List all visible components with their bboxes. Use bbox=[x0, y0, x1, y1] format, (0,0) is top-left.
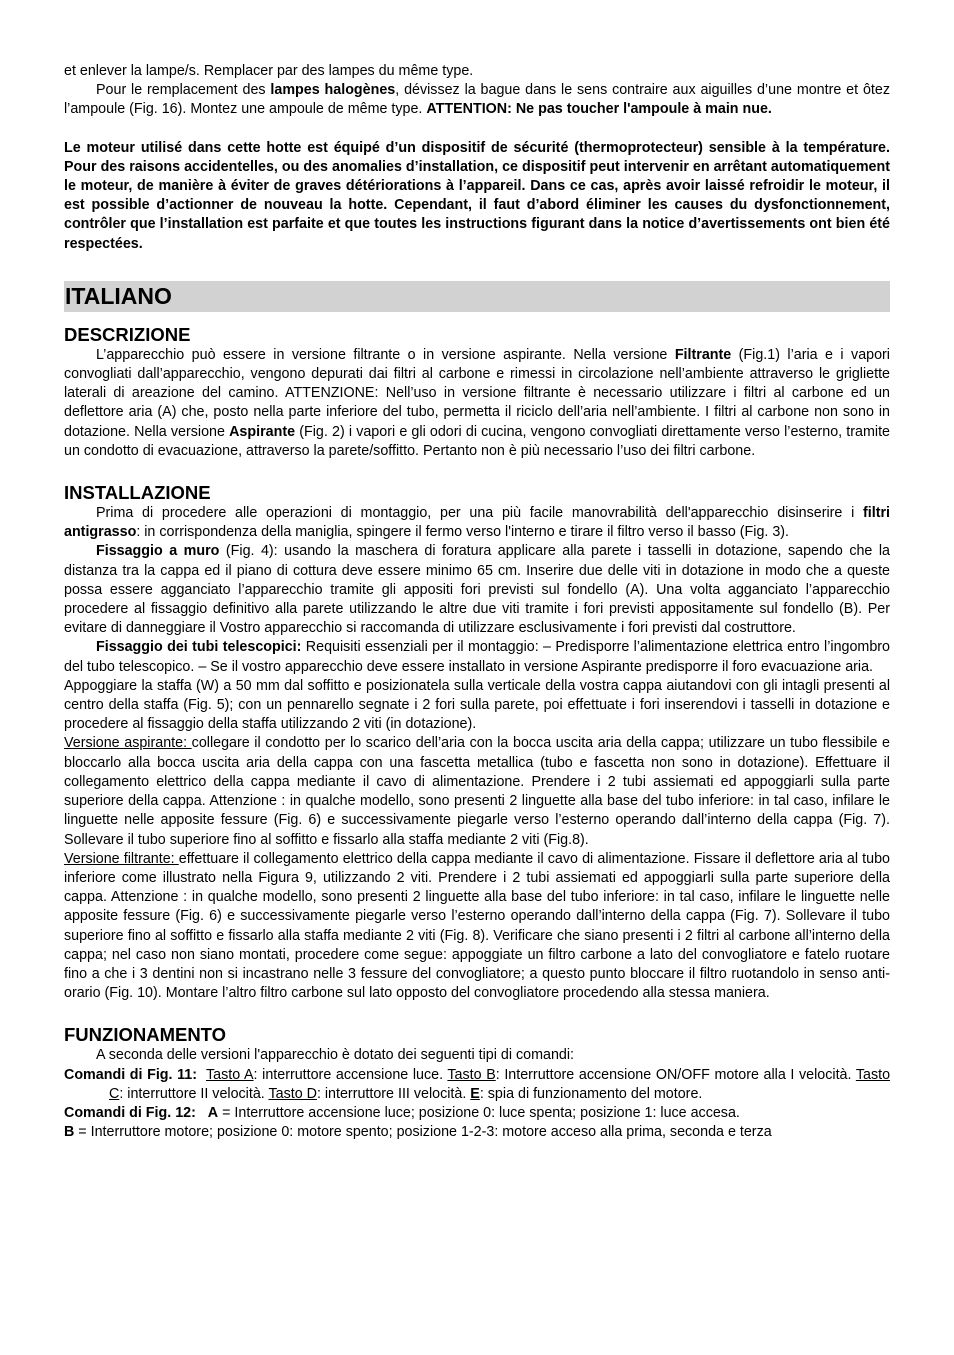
section-heading-descrizione: DESCRIZIONE bbox=[64, 323, 191, 345]
installazione-paragraph-filtrante: Versione filtrante: effettuare il collegamento elettrico della cappa mediante il cavo di alimentazione. Fissare il deflettore aria al tubo inferiore come illustrato nella Figura 9, utilizzando 2 viti. Prendere i 2 tubi assiemati ed appoggiarli sulla parte superiore della cappa. Attenzione : in qualche modello, sono presenti 2 linguette alla base del tubo inferiore: in tal caso, infilare le linguette nelle apposite fessure (Fig. 6) e successivamente piegarle verso l’esterno operando dall’interno della cappa (Fig. 7). Sollevare il tubo superiore fino al soffitto e fissarlo alla staffa mediante 2 viti (Fig. 8). Verificare che siano presenti i 2 filtri al carbone all’interno della cappa; nel caso non siano montati, procedere come segue: appoggiate un filtro carbone a lato del convogliatore e fatelo ruotare fino a che i 3 dentini non si incastrano nelle 3 fessure del convogliatore; a questo punto bloccare il filtro ruotandolo in senso anti-orario (Fig. 10). Montare l’altro filtro carbone sul lato opposto del convogliatore procedendo alla stessa maniera. bbox=[64, 850, 890, 1002]
comandi-fig12: Comandi di Fig. 12: A = Interruttore accensione luce; posizione 0: luce spenta; posizione 1: luce accesa. bbox=[64, 1104, 740, 1121]
language-banner: ITALIANO bbox=[64, 281, 890, 312]
installazione-paragraph-aspirante: Versione aspirante: collegare il condotto per lo scarico dell’aria con la bocca uscita aria della cappa; utilizzare un tubo flessibile e bloccarlo alla bocca uscita aria della cappa con una fascetta metallica (tubo e fascetta non sono in dotazione). Effettuare il collegamento elettrico della cappa mediante il cavo di alimentazione. Prendere i 2 tubi assiemati ed appoggiarli sulla parte superiore della cappa. Attenzione : in qualche modello, sono presenti 2 linguette alla base del tubo inferiore: in tal caso, infilare le linguette nelle apposite fessure (Fig. 6) e successivamente piegarle verso l’esterno operando dall’interno della cappa (Fig. 7). Sollevare il tubo superiore fino al soffitto e fissarlo alla staffa mediante 2 viti (Fig.8). bbox=[64, 735, 890, 848]
installazione-paragraph-2: Fissaggio a muro (Fig. 4): usando la maschera di foratura applicare alla parete i tasselli in dotazione, sapendo che la distanza tra la cappa ed il piano di cottura deve essere minimo 65 cm. Inserire due delle viti in dotazione in modo che a queste possa essere agganciato l’apparecchio tramite gli appositi fori previsti sul fondello (A). Una volta agganciato l’apparecchio procedere al fissaggio definitivo alla parete utilizzando le altre due viti tramite i fori previsti appositamente sul fondello (B). Per evitare di danneggiare il Vostro apparecchio si raccomanda di utilizzare esclusivamente i fori previsti dal costruttore. bbox=[64, 543, 890, 637]
funzionamento-intro: A seconda delle versioni l'apparecchio è dotato dei seguenti tipi di comandi: bbox=[96, 1047, 575, 1064]
document-page bbox=[64, 62, 890, 1142]
fr-halogen-paragraph: Pour le remplacement des lampes halogènes, dévissez la bague dans le sens contraire aux aiguilles d’une montre et ôtez l’ampoule (Fig. 16). Montez une ampoule de même type. ATTENTION: Ne pas toucher l'ampoule à main nue. bbox=[64, 82, 890, 118]
section-heading-installazione: INSTALLAZIONE bbox=[64, 482, 211, 504]
comandi-fig12-b: B = Interruttore motore; posizione 0: motore spento; posizione 1-2-3: motore acceso alla prima, seconda e terza bbox=[64, 1124, 772, 1141]
fr-warning-paragraph: Le moteur utilisé dans cette hotte est équipé d’un dispositif de sécurité (thermoprotecteur) sensible à la température. Pour des raisons accidentelles, ou des anomalies d’installation, ce dispositif peut intervenir en arrêtant automatiquement le moteur, de manière à éviter de graves détériorations à l’appareil. Dans ce cas, après avoir laissé refroidir le moteur, il est possible d’actionner de nouveau la hotte. Cependant, il faut d’abord éliminer les causes du dysfonctionnement, contrôler que l’installation est parfaite et que toutes les instructions figurant dans la notice d’avertissements ont bien été respectées. bbox=[64, 139, 890, 252]
descrizione-paragraph: L’apparecchio può essere in versione filtrante o in versione aspirante. Nella versione Filtrante (Fig.1) l’aria e i vapori convogliati dall’apparecchio, vengono depurati dai filtri al carbone e rimessi in circolazione nell’ambiente attraverso le grigliette laterali di areazione del camino. ATTENZIONE: Nell’uso in versione filtrante è necessario utilizzare i filtri al carbone ed un deflettore aria (A) che, posto nella parte inferiore del tubo, permetta il riciclo dell’aria nell’ambiente. I filtri al carbone non sono in dotazione. Nella versione Aspirante (Fig. 2) i vapori e gli odori di cucina, vengono convogliati direttamente verso l’esterno, tramite un condotto di evacuazione, attraverso la parete/soffitto. Pertanto non è più necessario l’uso dei filtri carbone. bbox=[64, 346, 891, 459]
comandi-fig11: Comandi di Fig. 11: Tasto A: interruttore accensione luce. Tasto B: Interruttore accensione ON/OFF motore alla I velocità. Tasto C: interruttore II velocità. Tasto D: interruttore III velocità. E: spia di funzionamento del motore. bbox=[64, 1066, 891, 1102]
section-heading-funzionamento: FUNZIONAMENTO bbox=[64, 1024, 227, 1046]
installazione-paragraph-1: Prima di procedere alle operazioni di montaggio, per una più facile manovrabilità dell'apparecchio disinserire i filtri antigrasso: in corrispondenza della maniglia, spingere il fermo verso l'interno e tirare il filtro verso il basso (Fig. 3). bbox=[64, 505, 890, 541]
installazione-paragraph-4: Appoggiare la staffa (W) a 50 mm dal soffitto e posizionatela sulla verticale della vostra cappa aiutandovi con gli intagli presenti al centro della staffa (Fig. 5); con un pennarello segnate i 2 fori sulla parete, poi effettuate i fori inserendovi i tasselli in dotazione e procedere al fissaggio della staffa utilizzando 2 viti (in dotazione). bbox=[64, 677, 890, 733]
fr-lamp-text: et enlever la lampe/s. Remplacer par des lampes du même type. bbox=[64, 63, 474, 79]
installazione-paragraph-3: Fissaggio dei tubi telescopici: Requisiti essenziali per il montaggio: – Predisporre l’alimentazione elettrica entro l’ingombro del tubo telescopico. – Se il vostro apparecchio deve essere installato in versione Aspirante predisporre il foro evacuazione aria. bbox=[64, 639, 890, 675]
